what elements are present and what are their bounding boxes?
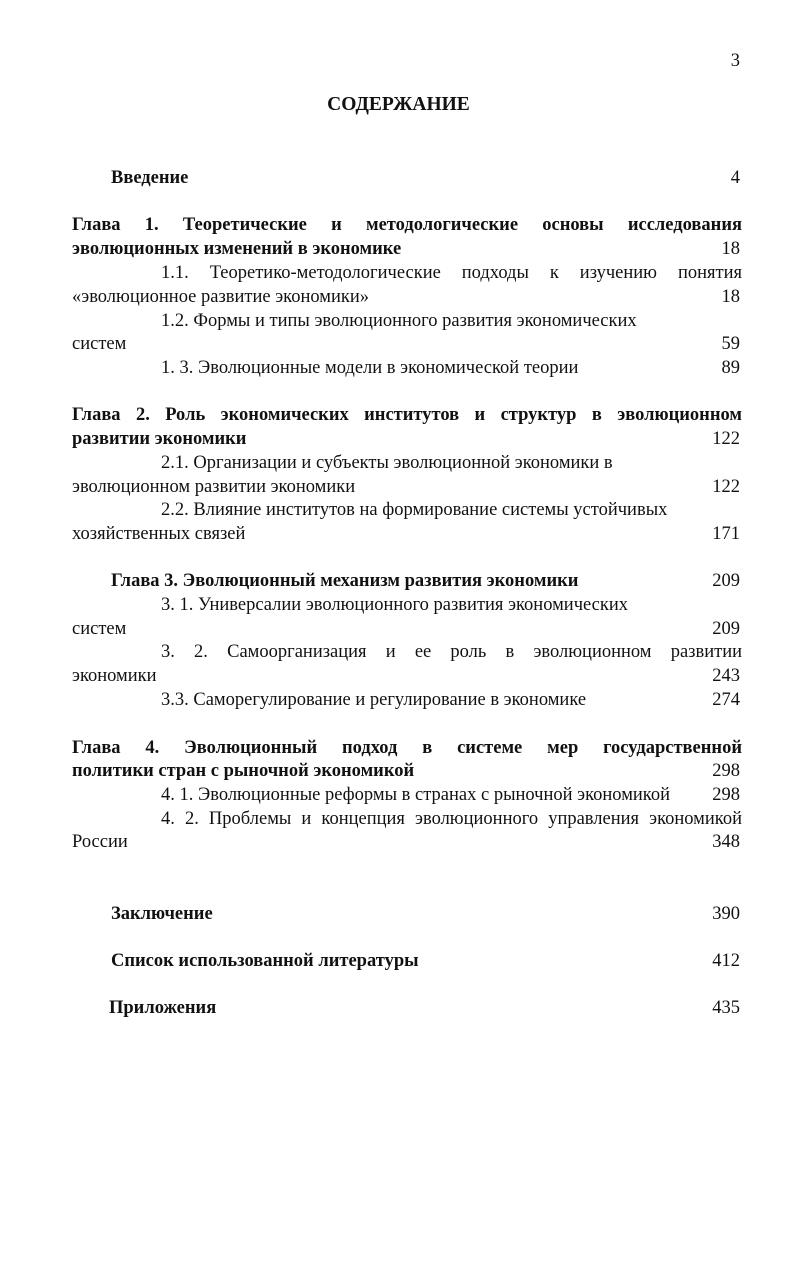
toc-chapter1-heading-line2: эволюционных изменений в экономике [72, 239, 402, 259]
toc-chapter4-heading-line2: политики стран с рыночной экономикой [72, 761, 415, 781]
toc-section-4-2-page: 348 [712, 832, 740, 852]
toc-section-1-2-line2: систем [72, 334, 127, 354]
toc-section-2-2-line1: 2.2. Влияние институтов на формирование системы устойчивых [161, 500, 668, 520]
toc-chapter3-heading: Глава 3. Эволюционный механизм развития экономики [111, 571, 579, 591]
toc-section-2-2-line2: хозяйственных связей [72, 524, 246, 544]
toc-section-4-2-line2: России [72, 832, 128, 852]
toc-section-4-2-line1: 4. 2. Проблемы и концепция эволюционного управления экономикой [161, 809, 742, 829]
toc-section-1-1-line1: 1.1. Теоретико-методологические подходы к изучению понятия [161, 263, 742, 283]
toc-section-3-1-line1: 3. 1. Универсалии эволюционного развития экономических [161, 595, 629, 615]
toc-section-4-1-line1: 4. 1. Эволюционные реформы в странах с рыночной экономикой [161, 785, 670, 805]
page-number: 3 [730, 51, 740, 71]
toc-references-label: Список использованной литературы [111, 951, 419, 971]
toc-chapter3-page: 209 [712, 571, 740, 591]
toc-section-2-1-page: 122 [712, 477, 740, 497]
toc-section-2-1-line2: эволюционном развитии экономики [72, 477, 356, 497]
toc-section-1-1-page: 18 [721, 287, 740, 307]
toc-chapter4-heading-line1: Глава 4. Эволюционный подход в системе мер государственной [72, 738, 742, 758]
toc-section-1-2-page: 59 [721, 334, 740, 354]
page-title: СОДЕРЖАНИЕ [327, 94, 470, 115]
toc-chapter1-page: 18 [721, 239, 740, 259]
toc-intro-page: 4 [730, 168, 740, 188]
toc-appendices-label: Приложения [109, 998, 217, 1018]
toc-section-2-1-line1: 2.1. Организации и субъекты эволюционной экономики в [161, 453, 613, 473]
toc-intro-label: Введение [111, 168, 189, 188]
toc-section-1-3-page: 89 [721, 358, 740, 378]
toc-chapter4-page: 298 [712, 761, 740, 781]
toc-chapter2-page: 122 [712, 429, 740, 449]
toc-appendices-page: 435 [712, 998, 740, 1018]
toc-section-3-1-page: 209 [712, 619, 740, 639]
toc-chapter2-heading-line2: развитии экономики [72, 429, 247, 449]
toc-references-page: 412 [712, 951, 740, 971]
toc-conclusion-page: 390 [712, 904, 740, 924]
toc-section-3-2-line1: 3. 2. Самоорганизация и ее роль в эволюционном развитии [161, 642, 742, 662]
toc-section-3-2-page: 243 [712, 666, 740, 686]
toc-chapter2-heading-line1: Глава 2. Роль экономических институтов и структур в эволюционном [72, 405, 742, 425]
toc-section-3-2-line2: экономики [72, 666, 157, 686]
toc-section-4-1-page: 298 [712, 785, 740, 805]
toc-chapter1-heading-line1: Глава 1. Теоретические и методологические основы исследования [72, 215, 742, 235]
toc-section-3-1-line2: систем [72, 619, 127, 639]
toc-section-3-3-line1: 3.3. Саморегулирование и регулирование в экономике [161, 690, 587, 710]
toc-section-3-3-page: 274 [712, 690, 740, 710]
toc-conclusion-label: Заключение [111, 904, 213, 924]
toc-section-1-3-line1: 1. 3. Эволюционные модели в экономической теории [161, 358, 579, 378]
toc-section-1-2-line1: 1.2. Формы и типы эволюционного развития экономических [161, 311, 637, 331]
toc-section-1-1-line2: «эволюционное развитие экономики» [72, 287, 370, 307]
toc-section-2-2-page: 171 [712, 524, 740, 544]
